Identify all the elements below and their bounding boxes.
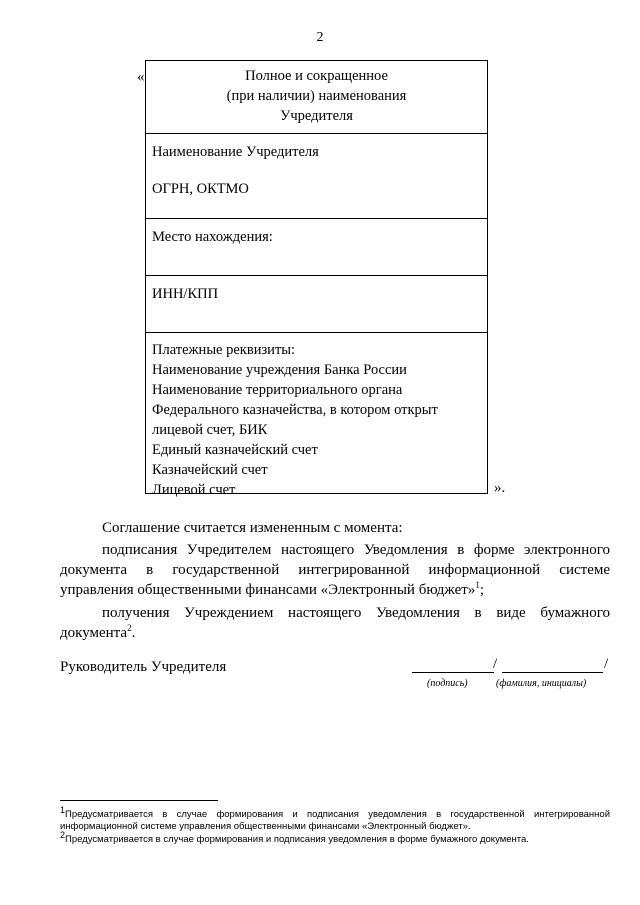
footnote-line: информационной системе управления общественными финансами «Электронный бюджет». [60,821,471,832]
footnote-2 [60,829,610,846]
table-header-cell [146,61,487,133]
payment-line: Федерального казначейства, в котором открыт [152,402,438,418]
header-line: (при наличии) наименования [226,88,407,104]
payment-line: Наименование учреждения Банка России [152,362,407,378]
footnote-text: Предусматривается в случае формирования и подписания уведомления в форме бумажного документа. [65,834,529,845]
opening-quote: « [137,69,145,85]
signature-caption: (подпись) [427,678,468,689]
address-cell [146,218,487,275]
founder-name-label: Наименование Учредителя [152,144,319,160]
paragraph-punct: . [131,625,136,641]
payment-details-cell [146,332,487,498]
paragraph-signing-line [60,580,610,600]
paragraph-paper-line [60,623,610,643]
payment-line: Платежные реквизиты: [152,342,296,358]
inn-kpp-cell [146,275,487,332]
paragraph-text: документа [60,625,128,641]
agreement-changed-text: Соглашение считается измененным с момента: [102,520,403,536]
paragraph-text: управления общественными финансами «Электронный бюджет» [60,582,476,598]
header-line: Учредителя [280,108,353,124]
name-initials-field[interactable] [502,672,603,673]
footnote-ref-2[interactable]: 2 [127,623,132,633]
footnote-mark: 1 [60,804,66,815]
paragraph-paper-line: получения Учреждением настоящего Уведомления в виде бумажного [102,605,610,621]
name-caption: (фамилия, инициалы) [496,678,587,689]
closing-quote: ». [494,480,506,496]
footnote-line [60,829,610,846]
paragraph-signing-line: документа в государственной интегрированной информационной системе [60,562,610,578]
payment-line: Наименование территориального органа [152,382,403,398]
footnote-ref-1[interactable]: 1 [475,580,480,590]
payment-line: лицевой счет, БИК [152,422,268,438]
footnote-mark: 2 [60,829,66,840]
payment-line: Единый казначейский счет [152,442,318,458]
founder-name-cell [146,133,487,218]
footnote-line [60,804,610,821]
footnote-text: Предусматривается в случае формирования и подписания уведомления в государственной интегрированной [65,809,610,820]
inn-kpp-label: ИНН/КПП [152,286,219,302]
payment-line: Лицевой счет [152,482,236,498]
signature-slash: / [493,656,498,672]
ogrn-oktmo-label: ОГРН, ОКТМО [152,181,249,197]
founder-details-table [145,60,488,498]
paragraph-punct: ; [479,582,484,598]
footnote-separator [60,800,218,801]
signature-slash: / [604,656,609,672]
signature-field[interactable] [412,672,494,673]
payment-line: Казначейский счет [152,462,268,478]
footnote-1 [60,804,610,833]
page-number: 2 [316,30,324,45]
address-label: Место нахождения: [152,229,273,245]
header-line: Полное и сокращенное [245,68,388,84]
paragraph-signing-line: подписания Учредителем настоящего Уведомления в форме электронного [102,542,610,558]
signatory-label: Руководитель Учредителя [60,659,227,675]
